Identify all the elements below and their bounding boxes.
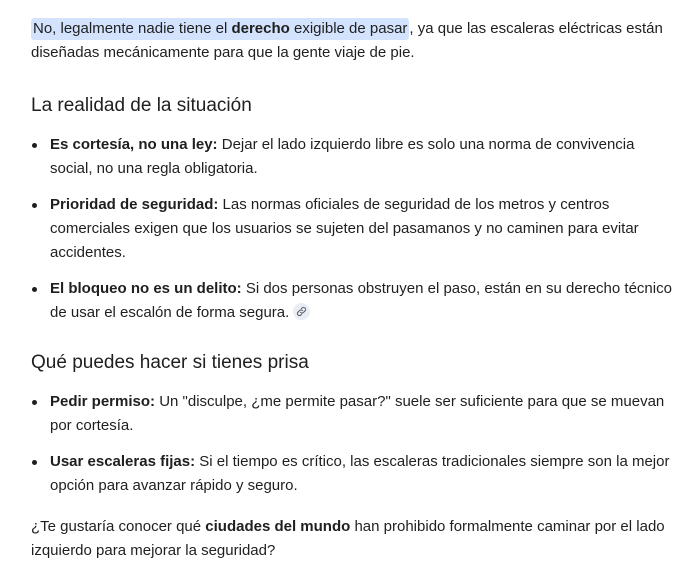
list-item-title: El bloqueo no es un delito: bbox=[50, 280, 242, 297]
closing-bold-term: ciudades del mundo bbox=[205, 518, 351, 535]
list-item bbox=[31, 193, 675, 265]
list-item-text: Dejar el lado izquierdo libre es solo una norma de convivencia social, no una regla obligatoria. bbox=[50, 136, 635, 177]
section-heading-hurry: Qué puedes hacer si tienes prisa bbox=[31, 352, 309, 373]
section-heading-reality: La realidad de la situación bbox=[31, 95, 252, 116]
link-icon bbox=[296, 306, 307, 317]
list-item-title: Usar escaleras fijas: bbox=[50, 453, 196, 470]
list-item bbox=[31, 390, 675, 438]
hurry-list bbox=[31, 390, 675, 498]
list-item bbox=[31, 133, 675, 181]
source-link-button[interactable] bbox=[293, 303, 310, 320]
intro-paragraph bbox=[31, 17, 675, 65]
list-item-title: Es cortesía, no una ley: bbox=[50, 136, 218, 153]
list-item-text: Si dos personas obstruyen el paso, están en su derecho técnico de usar el escalón de forma segura. bbox=[50, 280, 672, 321]
highlight-bold-term: derecho bbox=[231, 20, 290, 37]
list-item-text: Las normas oficiales de seguridad de los metros y centros comerciales exigen que los usuarios se sujeten del pasamanos y no caminen para evitar accidentes. bbox=[50, 196, 639, 261]
list-item-text: Si el tiempo es crítico, las escaleras tradicionales siempre son la mejor opción para avanzar rápido y seguro. bbox=[50, 453, 670, 494]
closing-text-end: han prohibido formalmente caminar por el lado izquierdo para mejorar la seguridad? bbox=[31, 518, 665, 559]
reality-list bbox=[31, 133, 675, 325]
list-item-title: Pedir permiso: bbox=[50, 393, 156, 410]
list-item-text: Un "disculpe, ¿me permite pasar?" suele ser suficiente para que se muevan por cortesía. bbox=[50, 393, 665, 434]
closing-text-start: ¿Te gustaría conocer qué bbox=[31, 518, 206, 535]
list-item bbox=[31, 277, 675, 325]
intro-rest: , ya que las escaleras eléctricas están diseñadas mecánicamente para que la gente viaje de pie. bbox=[31, 20, 663, 61]
highlight-text-start: No, legalmente nadie tiene el bbox=[33, 20, 232, 37]
list-item-title: Prioridad de seguridad: bbox=[50, 196, 219, 213]
closing-question bbox=[31, 515, 675, 563]
list-item bbox=[31, 450, 675, 498]
highlight-text-end: exigible de pasar bbox=[289, 20, 408, 37]
highlighted-answer bbox=[31, 18, 409, 40]
